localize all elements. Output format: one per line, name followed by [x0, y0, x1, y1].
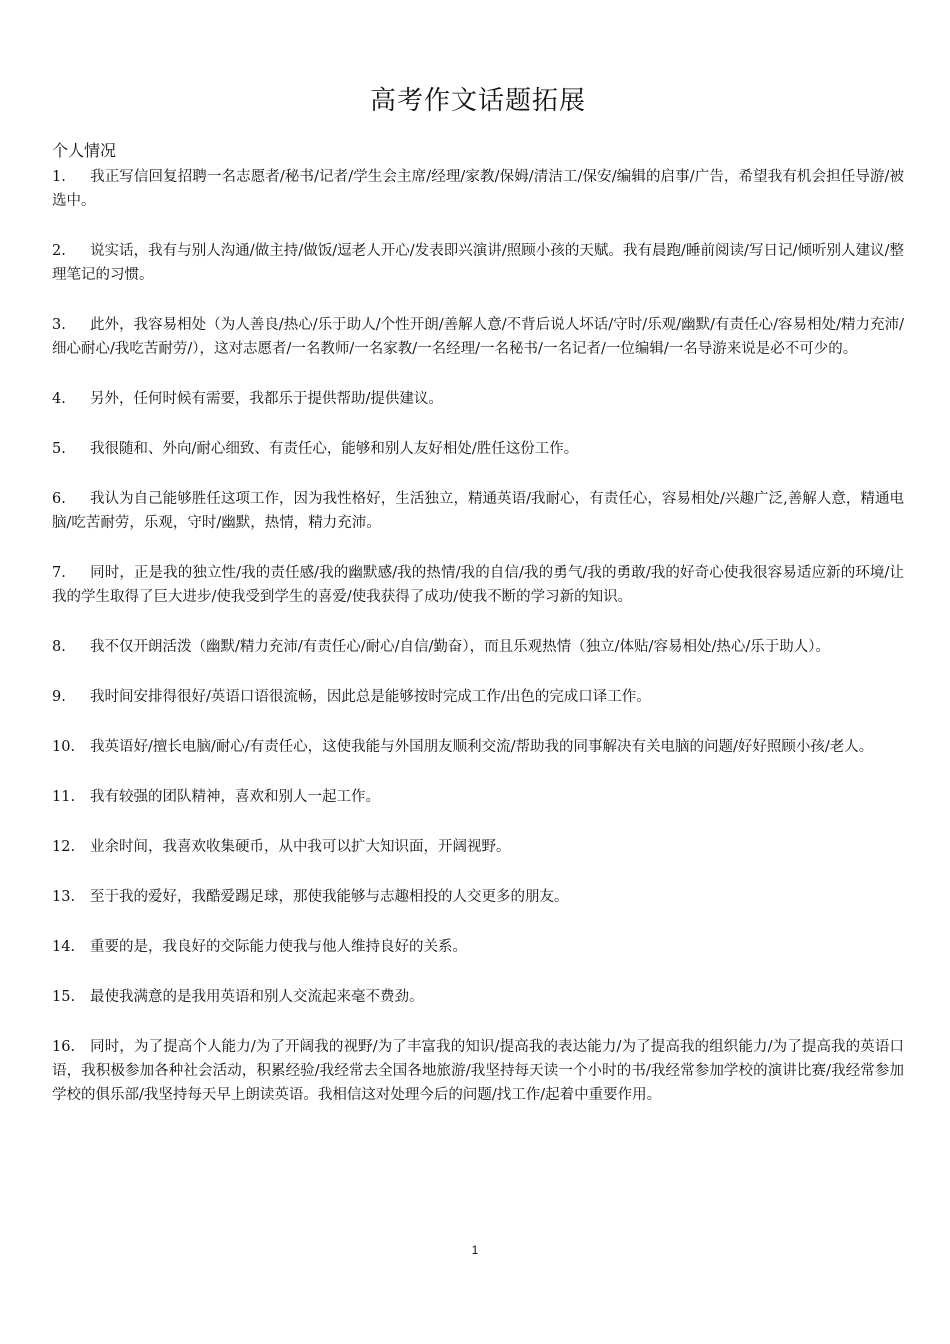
list-item — [52, 685, 904, 709]
item-number: 8. — [52, 639, 66, 655]
item-number: 1. — [52, 169, 66, 185]
item-number: 7. — [52, 565, 66, 581]
list-item — [52, 487, 904, 535]
list-item — [52, 387, 904, 411]
item-number: 4. — [52, 391, 66, 407]
list-item — [52, 635, 904, 659]
item-text: 我认为自己能够胜任这项工作，因为我性格好，生活独立，精通英语/我耐心，有责任心，容易相处/兴趣广泛,善解人意，精通电脑/吃苦耐劳，乐观，守时/幽默，热情，精力充沛。 — [52, 491, 904, 531]
item-number: 6. — [52, 491, 66, 507]
document-page — [52, 80, 904, 1133]
item-number: 10. — [52, 739, 76, 755]
list-item — [52, 239, 904, 287]
list-item — [52, 985, 904, 1009]
item-number: 16. — [52, 1039, 76, 1055]
item-text: 我英语好/擅长电脑/耐心/有责任心，这使我能与外国朋友顺利交流/帮助我的同事解决有关电脑的问题/好好照顾小孩/老人。 — [90, 739, 874, 755]
item-number: 11. — [52, 789, 76, 805]
item-number: 12. — [52, 839, 76, 855]
item-text: 另外，任何时候有需要，我都乐于提供帮助/提供建议。 — [90, 391, 443, 407]
list-item — [52, 885, 904, 909]
list-item — [52, 785, 904, 809]
item-number: 2. — [52, 243, 66, 259]
item-text: 同时，为了提高个人能力/为了开阔我的视野/为了丰富我的知识/提高我的表达能力/为了提高我的组织能力/为了提高我的英语口语，我积极参加各种社会活动，积累经验/我经常去全国各地旅游/我坚持每天读一个小时的书/我经常参加学校的演讲比赛/我经常参加学校的俱乐部/我坚持每天早上朗读英语。我相信这对处理今后的问题/找工作/起着中重要作用。 — [52, 1039, 904, 1103]
list-item — [52, 313, 904, 361]
list-item — [52, 735, 904, 759]
item-text: 我时间安排得很好/英语口语很流畅，因此总是能够按时完成工作/出色的完成口译工作。 — [90, 689, 651, 705]
list-item — [52, 935, 904, 959]
item-text: 此外，我容易相处（为人善良/热心/乐于助人/个性开朗/善解人意/不背后说人坏话/守时/乐观/幽默/有责任心/容易相处/精力充沛/细心耐心/我吃苦耐劳/），这对志愿者/一名教师/一名家教/一名经理/一名秘书/一名记者/一位编辑/一名导游来说是必不可少的。 — [52, 317, 904, 357]
item-text: 最使我满意的是我用英语和别人交流起来毫不费劲。 — [90, 989, 424, 1005]
item-number: 3. — [52, 317, 66, 333]
item-text: 我不仅开朗活泼（幽默/精力充沛/有责任心/耐心/自信/勤奋），而且乐观热情（独立/体贴/容易相处/热心/乐于助人）。 — [90, 639, 830, 655]
list-item — [52, 165, 904, 213]
list-item — [52, 561, 904, 609]
item-number: 9. — [52, 689, 66, 705]
section-heading: 个人情况 — [52, 141, 117, 160]
item-text: 重要的是，我良好的交际能力使我与他人维持良好的关系。 — [90, 939, 467, 955]
item-text: 我有较强的团队精神，喜欢和别人一起工作。 — [90, 789, 380, 805]
numbered-list — [52, 165, 904, 1107]
item-text: 业余时间，我喜欢收集硬币，从中我可以扩大知识面，开阔视野。 — [90, 839, 511, 855]
item-number: 14. — [52, 939, 76, 955]
item-text: 同时，正是我的独立性/我的责任感/我的幽默感/我的热情/我的自信/我的勇气/我的勇敢/我的好奇心使我很容易适应新的环境/让我的学生取得了巨大进步/使我受到学生的喜爱/使我获得了成功/使我不断的学习新的知识。 — [52, 565, 904, 605]
item-number: 15. — [52, 989, 76, 1005]
item-text: 至于我的爱好，我酷爱踢足球，那使我能够与志趣相投的人交更多的朋友。 — [90, 889, 569, 905]
page-number: 1 — [471, 1243, 479, 1257]
list-item — [52, 437, 904, 461]
list-item — [52, 1035, 904, 1107]
item-text: 我很随和、外向/耐心细致、有责任心，能够和别人友好相处/胜任这份工作。 — [90, 441, 579, 457]
item-text: 说实话，我有与别人沟通/做主持/做饭/逗老人开心/发表即兴演讲/照顾小孩的天赋。我有晨跑/睡前阅读/写日记/倾听别人建议/整理笔记的习惯。 — [52, 243, 904, 283]
item-text: 我正写信回复招聘一名志愿者/秘书/记者/学生会主席/经理/家教/保姆/清洁工/保安/编辑的启事/广告，希望我有机会担任导游/被选中。 — [52, 169, 904, 209]
list-item — [52, 835, 904, 859]
item-number: 13. — [52, 889, 76, 905]
document-title: 高考作文话题拓展 — [369, 86, 586, 116]
item-number: 5. — [52, 441, 66, 457]
